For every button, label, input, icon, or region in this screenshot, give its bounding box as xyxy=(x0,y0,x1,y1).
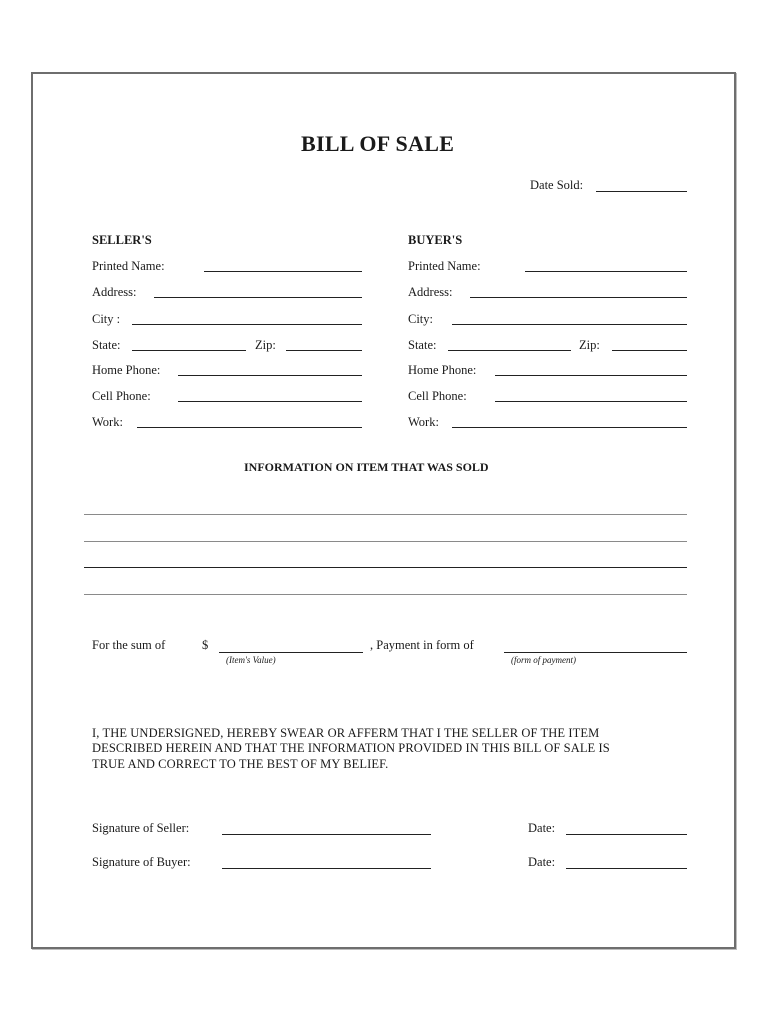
seller-zip-field[interactable] xyxy=(286,350,362,351)
buyer-printed-name-label: Printed Name: xyxy=(408,259,481,273)
seller-work-label: Work: xyxy=(92,415,123,429)
seller-city-label: City : xyxy=(92,312,121,326)
buyer-address-label: Address: xyxy=(408,285,453,299)
date-sold-label: Date Sold: xyxy=(530,178,584,192)
buyer-date-field[interactable] xyxy=(566,868,687,869)
seller-address-label: Address: xyxy=(92,285,137,299)
item-description-line[interactable] xyxy=(84,567,687,568)
buyer-home-phone-label: Home Phone: xyxy=(408,363,477,377)
affirmation-line-3: TRUE AND CORRECT TO THE BEST OF MY BELIEF. xyxy=(92,757,389,771)
date-sold-field[interactable] xyxy=(596,191,687,192)
buyer-city-field[interactable] xyxy=(452,324,687,325)
seller-city-field[interactable] xyxy=(132,324,362,325)
seller-date-field[interactable] xyxy=(566,834,687,835)
buyer-zip-field[interactable] xyxy=(612,350,687,351)
seller-state-label: State: xyxy=(92,338,121,352)
seller-heading: SELLER'S xyxy=(92,233,152,247)
buyer-cell-phone-label: Cell Phone: xyxy=(408,389,467,403)
buyer-state-field[interactable] xyxy=(448,350,571,351)
affirmation-line-2: DESCRIBED HEREIN AND THAT THE INFORMATION PROVIDED IN THIS BILL OF SALE IS xyxy=(92,741,610,755)
buyer-address-field[interactable] xyxy=(470,297,687,298)
seller-cell-phone-label: Cell Phone: xyxy=(92,389,151,403)
affirmation-line-1: I, THE UNDERSIGNED, HEREBY SWEAR OR AFFERM THAT I THE SELLER OF THE ITEM xyxy=(92,726,600,740)
item-description-line[interactable] xyxy=(84,594,687,595)
item-description-line[interactable] xyxy=(84,541,687,542)
seller-date-label: Date: xyxy=(528,821,556,835)
buyer-work-field[interactable] xyxy=(452,427,687,428)
buyer-cell-phone-field[interactable] xyxy=(495,401,687,402)
buyer-signature-label: Signature of Buyer: xyxy=(92,855,191,869)
seller-home-phone-label: Home Phone: xyxy=(92,363,161,377)
buyer-date-label: Date: xyxy=(528,855,556,869)
seller-printed-name-label: Printed Name: xyxy=(92,259,165,273)
seller-state-field[interactable] xyxy=(132,350,246,351)
seller-zip-label: Zip: xyxy=(255,338,276,352)
seller-signature-label: Signature of Seller: xyxy=(92,821,190,835)
item-value-caption: (Item's Value) xyxy=(226,655,276,665)
buyer-printed-name-field[interactable] xyxy=(525,271,687,272)
payment-form-caption: (form of payment) xyxy=(511,655,576,665)
buyer-zip-label: Zip: xyxy=(579,338,600,352)
page-title: BILL OF SALE xyxy=(301,131,455,156)
buyer-state-label: State: xyxy=(408,338,437,352)
buyer-heading: BUYER'S xyxy=(408,233,463,247)
currency-symbol: $ xyxy=(202,638,209,652)
seller-cell-phone-field[interactable] xyxy=(178,401,362,402)
payment-form-label: , Payment in form of xyxy=(370,638,474,652)
item-description-line[interactable] xyxy=(84,514,687,515)
buyer-work-label: Work: xyxy=(408,415,439,429)
item-info-heading: INFORMATION ON ITEM THAT WAS SOLD xyxy=(244,460,489,474)
buyer-signature-field[interactable] xyxy=(222,868,431,869)
seller-printed-name-field[interactable] xyxy=(204,271,362,272)
sum-label: For the sum of xyxy=(92,638,166,652)
bill-of-sale-form xyxy=(31,72,736,949)
seller-signature-field[interactable] xyxy=(222,834,431,835)
item-value-field[interactable] xyxy=(219,652,363,653)
seller-home-phone-field[interactable] xyxy=(178,375,362,376)
buyer-home-phone-field[interactable] xyxy=(495,375,687,376)
payment-form-field[interactable] xyxy=(504,652,687,653)
seller-address-field[interactable] xyxy=(154,297,362,298)
buyer-city-label: City: xyxy=(408,312,434,326)
seller-work-field[interactable] xyxy=(137,427,362,428)
